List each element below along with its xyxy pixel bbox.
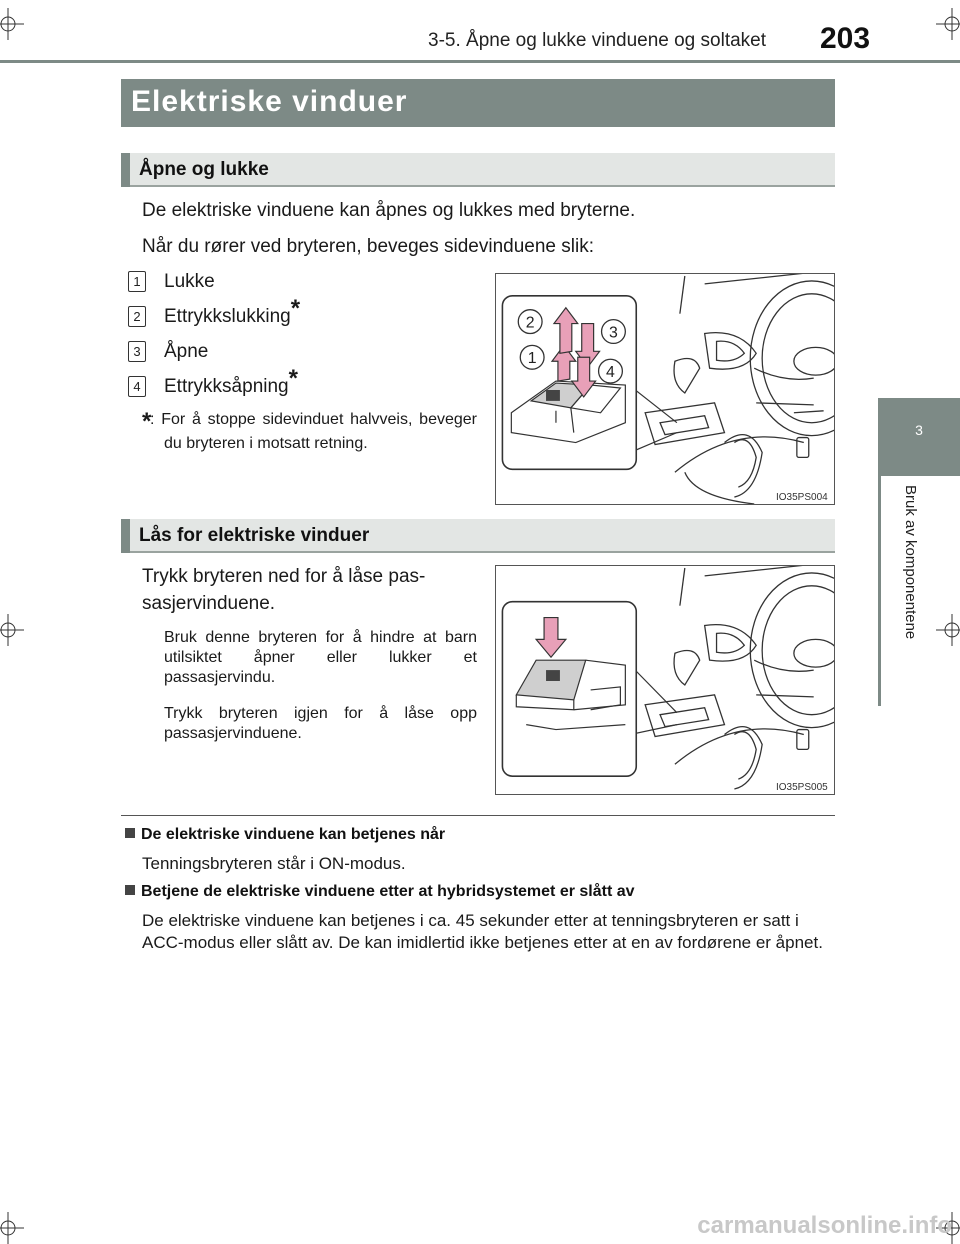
- figure-window-lock-switch: [495, 565, 835, 795]
- crop-mark-top-left: [0, 8, 24, 40]
- note-body-1: Tenningsbryteren står i ON-modus.: [142, 854, 406, 873]
- item-number-1: 1: [128, 271, 146, 292]
- chapter-tab-rule: [878, 476, 881, 706]
- item-number-3: 3: [128, 341, 146, 362]
- square-bullet-icon: [125, 828, 135, 838]
- note-body-2: De elektriske vinduene kan betjenes i ca. 45 sekunder etter at tenningsbryteren er satt i ACC-modus eller slått av. De kan imidlertid ikke betjenes etter at en av fordørene er åpnet.: [142, 911, 823, 952]
- item-number-4: 4: [128, 376, 146, 397]
- crop-mark-bottom-left: [0, 1212, 24, 1244]
- chapter-number: 3: [915, 422, 923, 438]
- crop-mark-mid-left: [0, 614, 24, 646]
- intro-paragraph-2: Når du rører ved bryteren, beveges sidevinduene slik:: [142, 236, 595, 257]
- lock-usage-text: Bruk denne bryteren for å hindre at barn utilsiktet åpner eller lukker et passasjervindu.: [164, 629, 477, 686]
- item-label-close: [164, 271, 215, 293]
- header-rule: [0, 60, 960, 63]
- item-label-open: [164, 341, 208, 363]
- section-heading-marker: [121, 519, 130, 553]
- callout-2: 2: [525, 314, 535, 332]
- note-heading-text: Betjene de elektriske vinduene etter at hybridsystemet er slått av: [141, 883, 635, 900]
- crop-mark-top-right: [936, 8, 960, 40]
- section-heading-open-close: [121, 153, 835, 187]
- running-header: 3-5. Åpne og lukke vinduene og soltaket: [428, 30, 767, 51]
- window-switch-illustration: [496, 274, 834, 504]
- unlock-text: Trykk bryteren igjen for å låse opp passasjervinduene.: [164, 705, 477, 742]
- footnote-text: : For å stoppe sidevinduet halvveis, beveger du bryteren i motsatt retning.: [150, 411, 477, 452]
- figure-window-switch-operation: [495, 273, 835, 505]
- lock-instruction-line-1: Trykk bryteren ned for å låse pas-: [142, 566, 426, 587]
- page-title-bar: [121, 79, 835, 127]
- watermark: carmanualsonline.info: [697, 1212, 952, 1239]
- item-label-text: Åpne: [164, 341, 209, 362]
- section-heading-text: Lås for elektriske vinduer: [139, 525, 370, 546]
- item-asterisk: *: [290, 295, 301, 322]
- item-label-text: Ettrykksåpning: [164, 376, 289, 397]
- callout-1: 1: [527, 350, 537, 368]
- chapter-tab: [878, 398, 960, 476]
- callout-3: 3: [609, 324, 618, 342]
- page-title: Elektriske vinduer: [131, 85, 408, 118]
- section-heading-marker: [121, 153, 130, 187]
- section-heading-window-lock: [121, 519, 835, 553]
- item-label-text: Lukke: [164, 271, 215, 292]
- chapter-title: Bruk av komponentene: [902, 485, 919, 640]
- figure-code: IO35PS005: [776, 782, 828, 793]
- item-label-text: Ettrykkslukking: [164, 306, 291, 327]
- note-heading-2: [125, 883, 635, 901]
- item-label-one-touch-open: [164, 365, 298, 398]
- notes-divider: [121, 815, 835, 816]
- callout-4: 4: [606, 364, 615, 382]
- item-label-one-touch-close: [164, 295, 301, 328]
- note-heading-1: [125, 826, 445, 844]
- lock-instruction-line-2: sasjervinduene.: [142, 593, 276, 614]
- crop-mark-mid-right: [936, 614, 960, 646]
- footnote-asterisk: *: [142, 408, 152, 435]
- square-bullet-icon: [125, 885, 135, 895]
- figure-code: IO35PS004: [776, 492, 828, 503]
- page-number: 203: [820, 22, 871, 55]
- section-heading-text: Åpne og lukke: [139, 159, 269, 180]
- item-asterisk: *: [288, 365, 298, 392]
- item-number-2: 2: [128, 306, 146, 327]
- window-lock-illustration: [496, 566, 834, 794]
- note-heading-text: De elektriske vinduene kan betjenes når: [141, 826, 446, 843]
- intro-paragraph: De elektriske vinduene kan åpnes og lukkes med bryterne.: [142, 200, 636, 221]
- footnote: [142, 408, 477, 456]
